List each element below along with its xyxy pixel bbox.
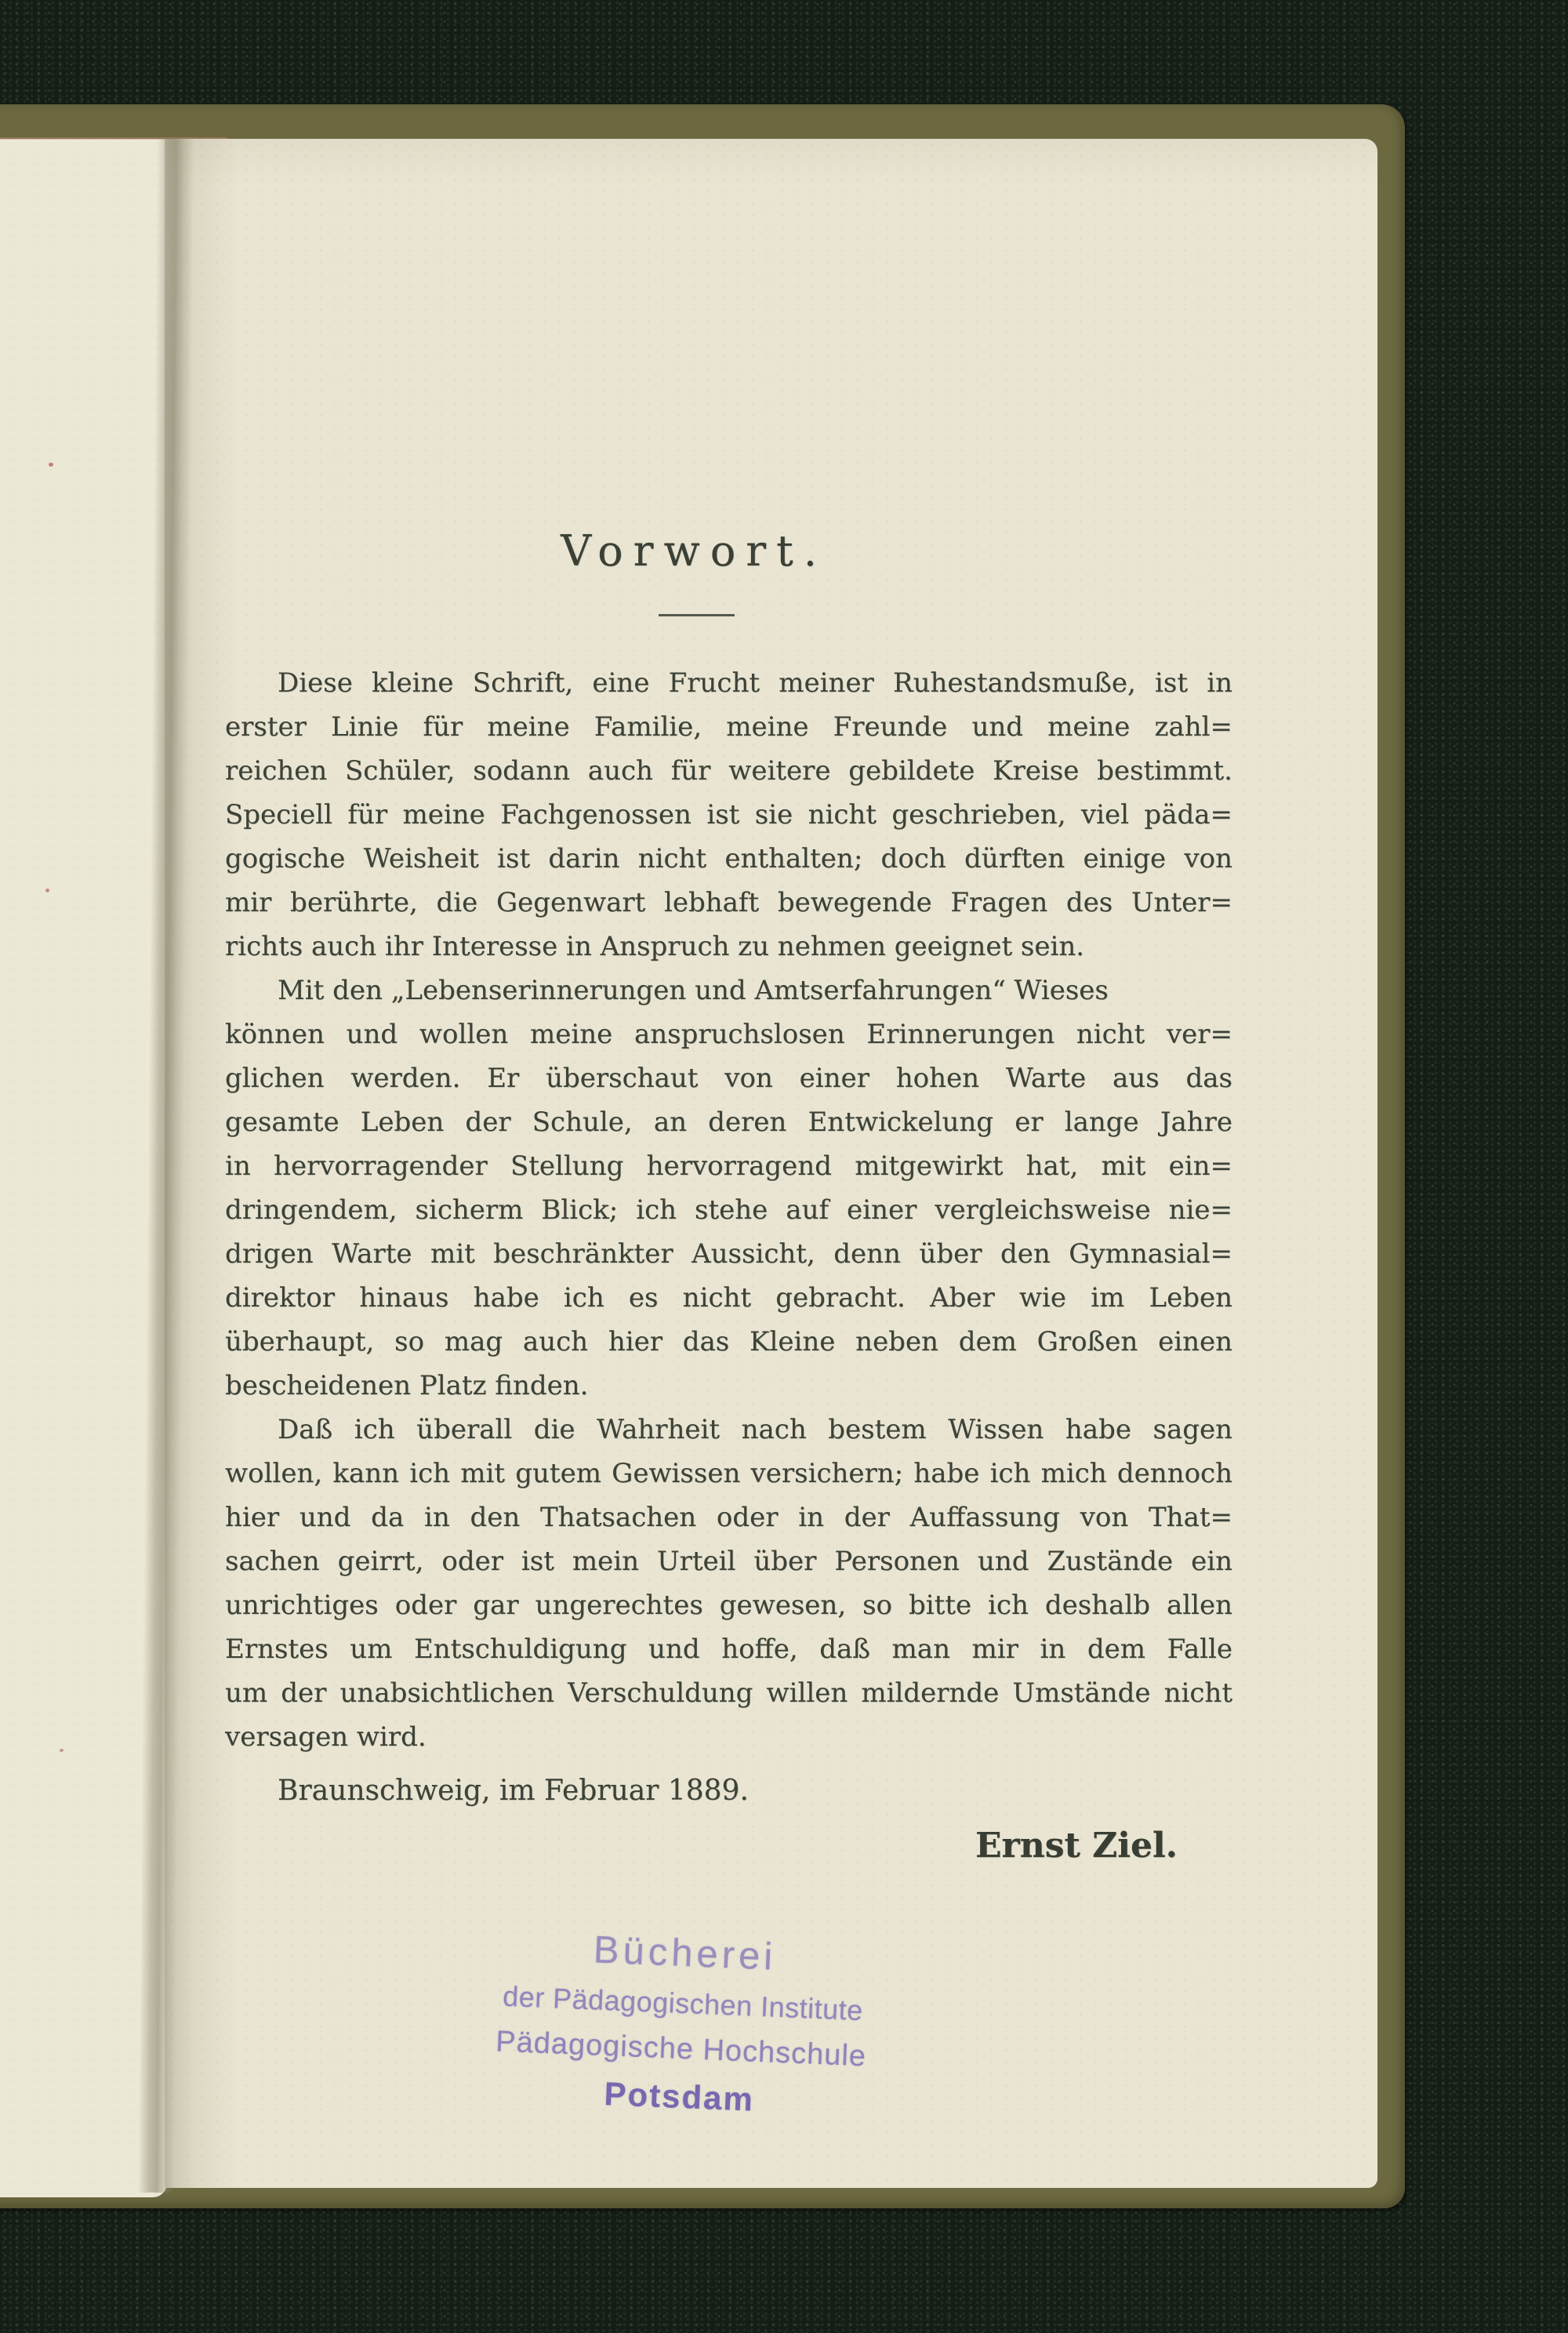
text-line: überhaupt, so mag auch hier das Kleine neben dem Großen einen	[225, 1326, 1232, 1357]
text-line: reichen Schüler, sodann auch für weitere gebildete Kreise bestimmt.	[225, 755, 1232, 787]
text-line: Daß ich überall die Wahrheit nach bestem Wissen habe sagen	[278, 1414, 1232, 1445]
text-line: hier und da in den Thatsachen oder in der Auffassung von That=	[225, 1502, 1232, 1533]
text-line: bescheidenen Platz finden.	[225, 1370, 589, 1401]
title-rule	[659, 614, 735, 616]
text-line: können und wollen meine anspruchslosen Erinnerungen nicht ver=	[225, 1019, 1232, 1050]
text-line: richts auch ihr Interesse in Anspruch zu nehmen geeignet sein.	[225, 931, 1085, 962]
text-line: mir berührte, die Gegenwart lebhaft bewegende Fragen des Unter=	[225, 887, 1232, 918]
preface-text	[225, 661, 1232, 1759]
text-line: in hervorragender Stellung hervorragend mitgewirkt hat, mit ein=	[225, 1150, 1232, 1182]
dateline: Braunschweig, im Februar 1889.	[278, 1775, 749, 1807]
text-line: Diese kleine Schrift, eine Frucht meiner Ruhestandsmuße, ist in	[278, 667, 1232, 699]
paper-speck	[49, 463, 53, 467]
text-line: versagen wird.	[225, 1721, 426, 1753]
text-line: drigen Warte mit beschränkter Aussicht, denn über den Gymnasial=	[225, 1238, 1232, 1270]
text-line: Ernstes um Entschuldigung und hoffe, daß man mir in dem Falle	[225, 1633, 1232, 1665]
text-line: glichen werden. Er überschaut von einer hohen Warte aus das	[225, 1063, 1232, 1094]
text-line: gogische Weisheit ist darin nicht enthalten; doch dürften einige von	[225, 843, 1232, 874]
page-title: Vorwort.	[561, 526, 827, 576]
text-line: Mit den „Lebenserinnerungen und Amtserfahrungen“ Wieses	[278, 975, 1109, 1006]
stamp-line: der Pädagogischen Institute	[502, 1979, 864, 2027]
text-line: um der unabsichtlichen Verschuldung willen mildernde Umstände nicht	[225, 1677, 1232, 1709]
text-line: dringendem, sicherm Blick; ich stehe auf einer vergleichsweise nie=	[225, 1194, 1232, 1226]
paper-speck	[45, 889, 49, 892]
text-line: sachen geirrt, oder ist mein Urteil über Personen und Zustände ein	[225, 1546, 1232, 1577]
text-line: erster Linie für meine Familie, meine Freunde und meine zahl=	[225, 711, 1232, 743]
text-line: Speciell für meine Fachgenossen ist sie nicht geschrieben, viel päda=	[225, 799, 1232, 830]
text-line: wollen, kann ich mit gutem Gewissen versichern; habe ich mich dennoch	[225, 1458, 1232, 1489]
paper-speck	[60, 1749, 64, 1752]
stamp-line: Pädagogische Hochschule	[495, 2025, 867, 2073]
stamp-line: Potsdam	[603, 2075, 755, 2118]
library-stamp	[482, 1918, 882, 2129]
text-line: unrichtiges oder gar ungerechtes gewesen, so bitte ich deshalb allen	[225, 1590, 1232, 1621]
stamp-line: Bücherei	[592, 1928, 778, 1979]
text-line: gesamte Leben der Schule, an deren Entwickelung er lange Jahre	[225, 1107, 1232, 1138]
text-line: direktor hinaus habe ich es nicht gebracht. Aber wie im Leben	[225, 1282, 1232, 1314]
author-signature: Ernst Ziel.	[975, 1826, 1178, 1866]
